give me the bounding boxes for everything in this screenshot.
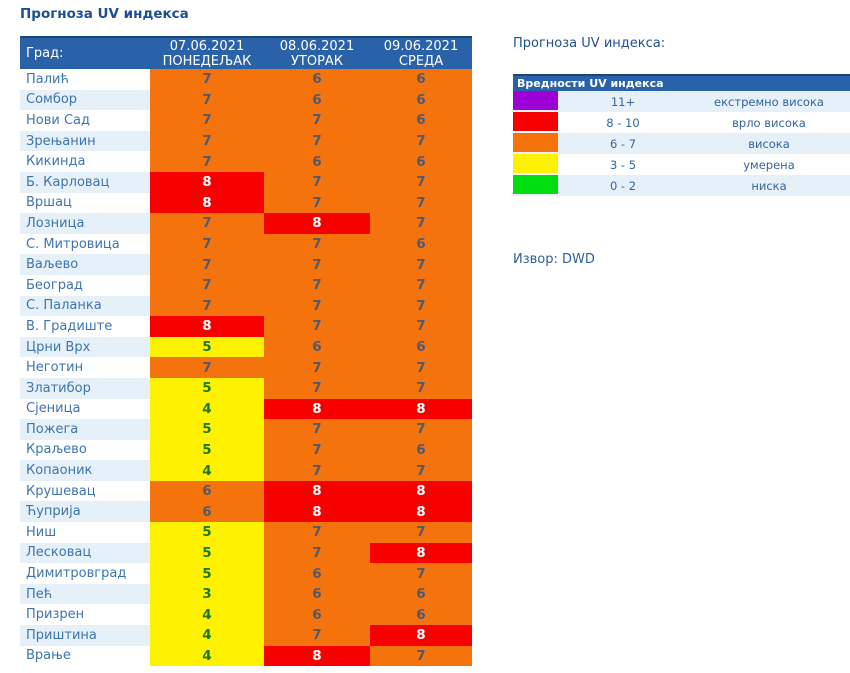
uv-value-cell: 8 — [150, 172, 264, 193]
legend-range: 6 - 7 — [609, 136, 637, 151]
uv-value-cell: 5 — [150, 378, 264, 399]
forecast-row — [20, 110, 472, 131]
uv-value-cell: 8 — [150, 193, 264, 214]
uv-value-cell: 7 — [150, 254, 264, 275]
uv-value-cell: 8 — [264, 399, 370, 420]
day-label: ПОНЕДЕЉАК — [162, 53, 252, 69]
forecast-row — [20, 501, 472, 522]
uv-value-cell: 7 — [370, 646, 472, 667]
legend-label: висока — [748, 136, 790, 151]
legend-swatch-cell — [513, 112, 558, 133]
forecast-row — [20, 172, 472, 193]
forecast-row — [20, 563, 472, 584]
legend-color-swatch — [513, 91, 558, 110]
legend-label: умерена — [743, 157, 795, 172]
legend-label: екстремно висока — [714, 94, 824, 109]
uv-value-cell: 7 — [264, 296, 370, 317]
uv-value-cell: 7 — [370, 419, 472, 440]
city-cell: Нови Сад — [20, 110, 150, 131]
legend-header: Вредности UV индекса — [513, 75, 850, 91]
forecast-row — [20, 151, 472, 172]
uv-value-cell: 7 — [264, 193, 370, 214]
city-cell: Београд — [20, 275, 150, 296]
uv-value-cell: 7 — [150, 296, 264, 317]
date-column-header-2 — [264, 37, 370, 69]
legend-range: 3 - 5 — [609, 157, 637, 172]
forecast-row — [20, 440, 472, 461]
source-label: Извор: DWD — [513, 252, 595, 267]
uv-value-cell: 6 — [150, 501, 264, 522]
uv-value-cell: 8 — [264, 501, 370, 522]
uv-value-cell: 8 — [264, 646, 370, 667]
city-cell: Копаоник — [20, 460, 150, 481]
uv-value-cell: 7 — [264, 131, 370, 152]
uv-value-cell: 7 — [370, 131, 472, 152]
uv-value-cell: 6 — [150, 481, 264, 502]
uv-value-cell: 7 — [370, 460, 472, 481]
legend-color-swatch — [513, 133, 558, 152]
forecast-row — [20, 460, 472, 481]
legend-row — [513, 112, 850, 133]
uv-value-cell: 7 — [264, 543, 370, 564]
uv-value-cell: 7 — [150, 234, 264, 255]
uv-value-cell: 5 — [150, 563, 264, 584]
legend-range: 8 - 10 — [606, 115, 640, 130]
forecast-row — [20, 522, 472, 543]
city-cell: Вршац — [20, 193, 150, 214]
uv-value-cell: 8 — [370, 399, 472, 420]
legend-panel — [513, 36, 850, 267]
day-label: СРЕДА — [398, 53, 444, 69]
uv-value-cell: 7 — [264, 460, 370, 481]
uv-value-cell: 5 — [150, 522, 264, 543]
forecast-row — [20, 378, 472, 399]
uv-value-cell: 7 — [264, 254, 370, 275]
uv-value-cell: 7 — [150, 110, 264, 131]
legend-header-row — [513, 75, 850, 91]
city-cell: Димитровград — [20, 563, 150, 584]
legend-row — [513, 91, 850, 112]
forecast-row — [20, 234, 472, 255]
uv-value-cell: 8 — [370, 543, 472, 564]
uv-value-cell: 7 — [370, 357, 472, 378]
uv-value-cell: 8 — [264, 213, 370, 234]
legend-swatch-cell — [513, 133, 558, 154]
uv-value-cell: 6 — [370, 337, 472, 358]
uv-value-cell: 6 — [370, 151, 472, 172]
date-label: 08.06.2021 — [279, 38, 355, 54]
city-cell: Крушевац — [20, 481, 150, 502]
city-cell: Врање — [20, 646, 150, 667]
city-cell: Призрен — [20, 604, 150, 625]
uv-value-cell: 7 — [150, 151, 264, 172]
uv-value-cell: 7 — [370, 193, 472, 214]
uv-value-cell: 3 — [150, 584, 264, 605]
forecast-row — [20, 337, 472, 358]
uv-value-cell: 4 — [150, 625, 264, 646]
uv-value-cell: 7 — [150, 90, 264, 111]
legend-swatch-cell — [513, 91, 558, 112]
city-cell: Сомбор — [20, 90, 150, 111]
uv-value-cell: 7 — [264, 110, 370, 131]
forecast-row — [20, 481, 472, 502]
forecast-row — [20, 646, 472, 667]
uv-value-cell: 5 — [150, 543, 264, 564]
uv-value-cell: 6 — [370, 604, 472, 625]
uv-value-cell: 7 — [370, 296, 472, 317]
forecast-row — [20, 604, 472, 625]
uv-value-cell: 6 — [264, 604, 370, 625]
uv-value-cell: 6 — [264, 563, 370, 584]
city-cell: Сјеница — [20, 399, 150, 420]
forecast-row — [20, 254, 472, 275]
forecast-row — [20, 193, 472, 214]
legend-range: 11+ — [610, 94, 636, 109]
uv-value-cell: 6 — [264, 584, 370, 605]
forecast-row — [20, 69, 472, 90]
city-cell: Приштина — [20, 625, 150, 646]
city-cell: Краљево — [20, 440, 150, 461]
city-cell: Б. Карловац — [20, 172, 150, 193]
uv-value-cell: 8 — [370, 481, 472, 502]
uv-value-cell: 6 — [370, 90, 472, 111]
uv-value-cell: 7 — [370, 254, 472, 275]
city-cell: Зрењанин — [20, 131, 150, 152]
city-cell: С. Митровица — [20, 234, 150, 255]
uv-value-cell: 7 — [150, 131, 264, 152]
uv-value-cell: 7 — [264, 419, 370, 440]
uv-value-cell: 7 — [370, 522, 472, 543]
city-cell: Пећ — [20, 584, 150, 605]
uv-value-cell: 7 — [370, 378, 472, 399]
date-column-header-3 — [370, 37, 472, 69]
uv-value-cell: 8 — [370, 625, 472, 646]
uv-value-cell: 7 — [150, 275, 264, 296]
uv-value-cell: 7 — [150, 357, 264, 378]
uv-value-cell: 7 — [264, 440, 370, 461]
uv-value-cell: 6 — [370, 440, 472, 461]
uv-value-cell: 7 — [264, 625, 370, 646]
uv-value-cell: 5 — [150, 337, 264, 358]
uv-value-cell: 7 — [150, 213, 264, 234]
forecast-row — [20, 131, 472, 152]
forecast-row — [20, 296, 472, 317]
uv-value-cell: 6 — [264, 337, 370, 358]
page-title: Прогноза UV индекса — [20, 6, 189, 22]
legend-row — [513, 175, 850, 196]
forecast-header-row — [20, 37, 472, 69]
uv-value-cell: 8 — [264, 481, 370, 502]
legend-color-swatch — [513, 175, 558, 194]
uv-value-cell: 6 — [264, 151, 370, 172]
uv-legend-table — [513, 74, 850, 196]
date-column-header-1 — [150, 37, 264, 69]
uv-value-cell: 6 — [370, 69, 472, 90]
uv-value-cell: 7 — [264, 234, 370, 255]
uv-value-cell: 6 — [370, 584, 472, 605]
forecast-row — [20, 625, 472, 646]
legend-color-swatch — [513, 154, 558, 173]
city-column-header: Град: — [20, 37, 150, 69]
legend-label: ниска — [751, 178, 787, 193]
uv-value-cell: 6 — [370, 110, 472, 131]
uv-value-cell: 7 — [264, 172, 370, 193]
uv-value-cell: 7 — [370, 316, 472, 337]
legend-row — [513, 133, 850, 154]
forecast-row — [20, 357, 472, 378]
date-label: 07.06.2021 — [169, 38, 245, 54]
legend-color-swatch — [513, 112, 558, 131]
forecast-row — [20, 419, 472, 440]
city-cell: В. Градиште — [20, 316, 150, 337]
uv-value-cell: 4 — [150, 604, 264, 625]
uv-value-cell: 4 — [150, 399, 264, 420]
legend-swatch-cell — [513, 154, 558, 175]
uv-value-cell: 4 — [150, 646, 264, 667]
city-cell: Пожега — [20, 419, 150, 440]
date-label: 09.06.2021 — [383, 38, 459, 54]
uv-value-cell: 7 — [370, 275, 472, 296]
city-cell: С. Паланка — [20, 296, 150, 317]
city-cell: Златибор — [20, 378, 150, 399]
forecast-row — [20, 316, 472, 337]
uv-value-cell: 8 — [150, 316, 264, 337]
uv-value-cell: 7 — [264, 275, 370, 296]
city-cell: Ваљево — [20, 254, 150, 275]
city-cell: Лесковац — [20, 543, 150, 564]
uv-value-cell: 6 — [264, 90, 370, 111]
uv-value-cell: 4 — [150, 460, 264, 481]
city-cell: Ниш — [20, 522, 150, 543]
uv-value-cell: 7 — [370, 172, 472, 193]
uv-value-cell: 6 — [370, 234, 472, 255]
uv-value-cell: 7 — [370, 563, 472, 584]
uv-value-cell: 7 — [264, 357, 370, 378]
legend-row — [513, 154, 850, 175]
legend-title: Прогноза UV индекса: — [513, 36, 666, 51]
uv-value-cell: 7 — [264, 378, 370, 399]
uv-value-cell: 7 — [370, 213, 472, 234]
forecast-row — [20, 90, 472, 111]
uv-value-cell: 7 — [264, 522, 370, 543]
city-cell: Лозница — [20, 213, 150, 234]
uv-value-cell: 7 — [150, 69, 264, 90]
city-cell: Палић — [20, 69, 150, 90]
day-label: УТОРАК — [290, 53, 344, 69]
forecast-row — [20, 213, 472, 234]
forecast-row — [20, 543, 472, 564]
uv-value-cell: 6 — [264, 69, 370, 90]
city-cell: Ћуприја — [20, 501, 150, 522]
city-cell: Неготин — [20, 357, 150, 378]
legend-range: 0 - 2 — [609, 178, 637, 193]
forecast-table — [20, 36, 472, 666]
forecast-row — [20, 275, 472, 296]
uv-value-cell: 8 — [370, 501, 472, 522]
city-cell: Кикинда — [20, 151, 150, 172]
city-cell: Црни Врх — [20, 337, 150, 358]
legend-swatch-cell — [513, 175, 558, 196]
uv-value-cell: 5 — [150, 440, 264, 461]
uv-value-cell: 7 — [264, 316, 370, 337]
forecast-row — [20, 584, 472, 605]
legend-label: врло висока — [732, 115, 806, 130]
uv-value-cell: 5 — [150, 419, 264, 440]
forecast-row — [20, 399, 472, 420]
